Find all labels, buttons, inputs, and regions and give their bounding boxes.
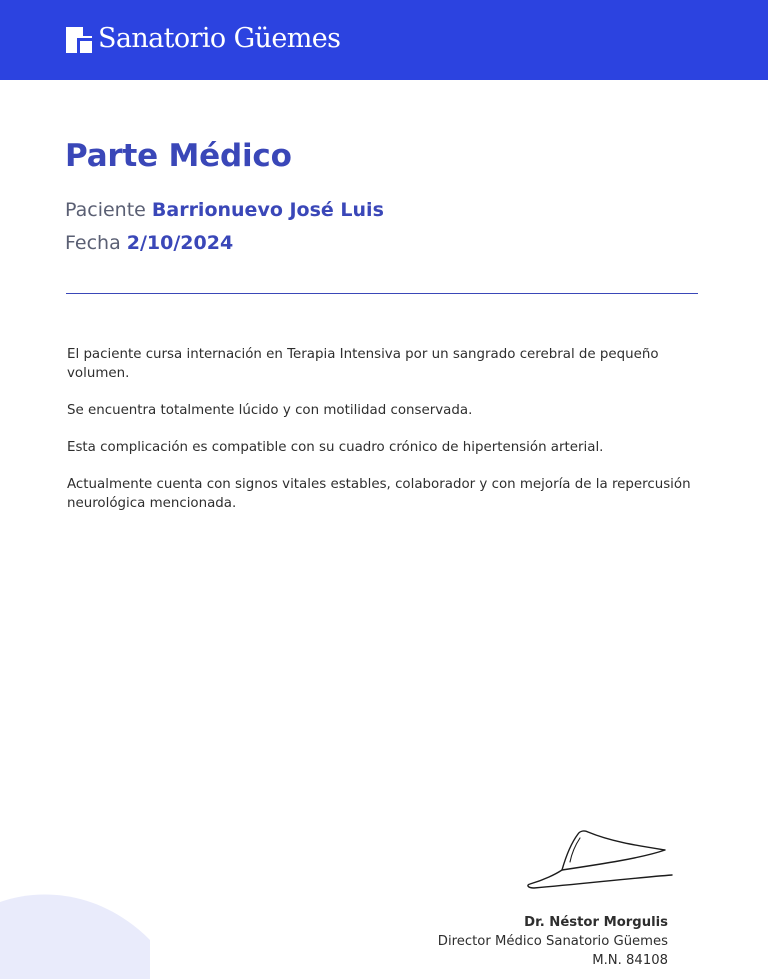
- patient-line: [65, 199, 384, 221]
- report-paragraph: El paciente cursa internación en Terapia Intensiva por un sangrado cerebral de pequeño volumen.: [67, 347, 659, 381]
- page-header: [0, 0, 768, 80]
- report-paragraph: Esta complicación es compatible con su cuadro crónico de hipertensión arterial.: [67, 440, 604, 455]
- date-label: Fecha: [65, 232, 121, 254]
- brand-name: Sanatorio Güemes: [98, 23, 341, 54]
- signatory-name: Dr. Néstor Morgulis: [524, 915, 668, 930]
- report-paragraph: Se encuentra totalmente lúcido y con motilidad conservada.: [67, 403, 473, 418]
- patient-label: Paciente: [65, 199, 146, 221]
- brand-logo: [66, 22, 340, 56]
- signature-block: [438, 913, 668, 970]
- decorative-corner-shape: [0, 880, 150, 979]
- patient-name: Barrionuevo José Luis: [151, 199, 384, 221]
- header-divider: [66, 293, 698, 294]
- document-title: Parte Médico: [65, 138, 292, 174]
- handwritten-signature: [522, 822, 678, 896]
- report-paragraph: Actualmente cuenta con signos vitales estables, colaborador y con mejoría de la repercusión neurológica mencionada.: [67, 477, 691, 511]
- report-body: [67, 345, 707, 531]
- signatory-role: Director Médico Sanatorio Güemes: [437, 934, 668, 949]
- signatory-license: M.N. 84108: [592, 953, 668, 968]
- cross-logo-icon: [66, 27, 92, 53]
- date-value: 2/10/2024: [126, 232, 234, 254]
- date-line: [65, 232, 233, 254]
